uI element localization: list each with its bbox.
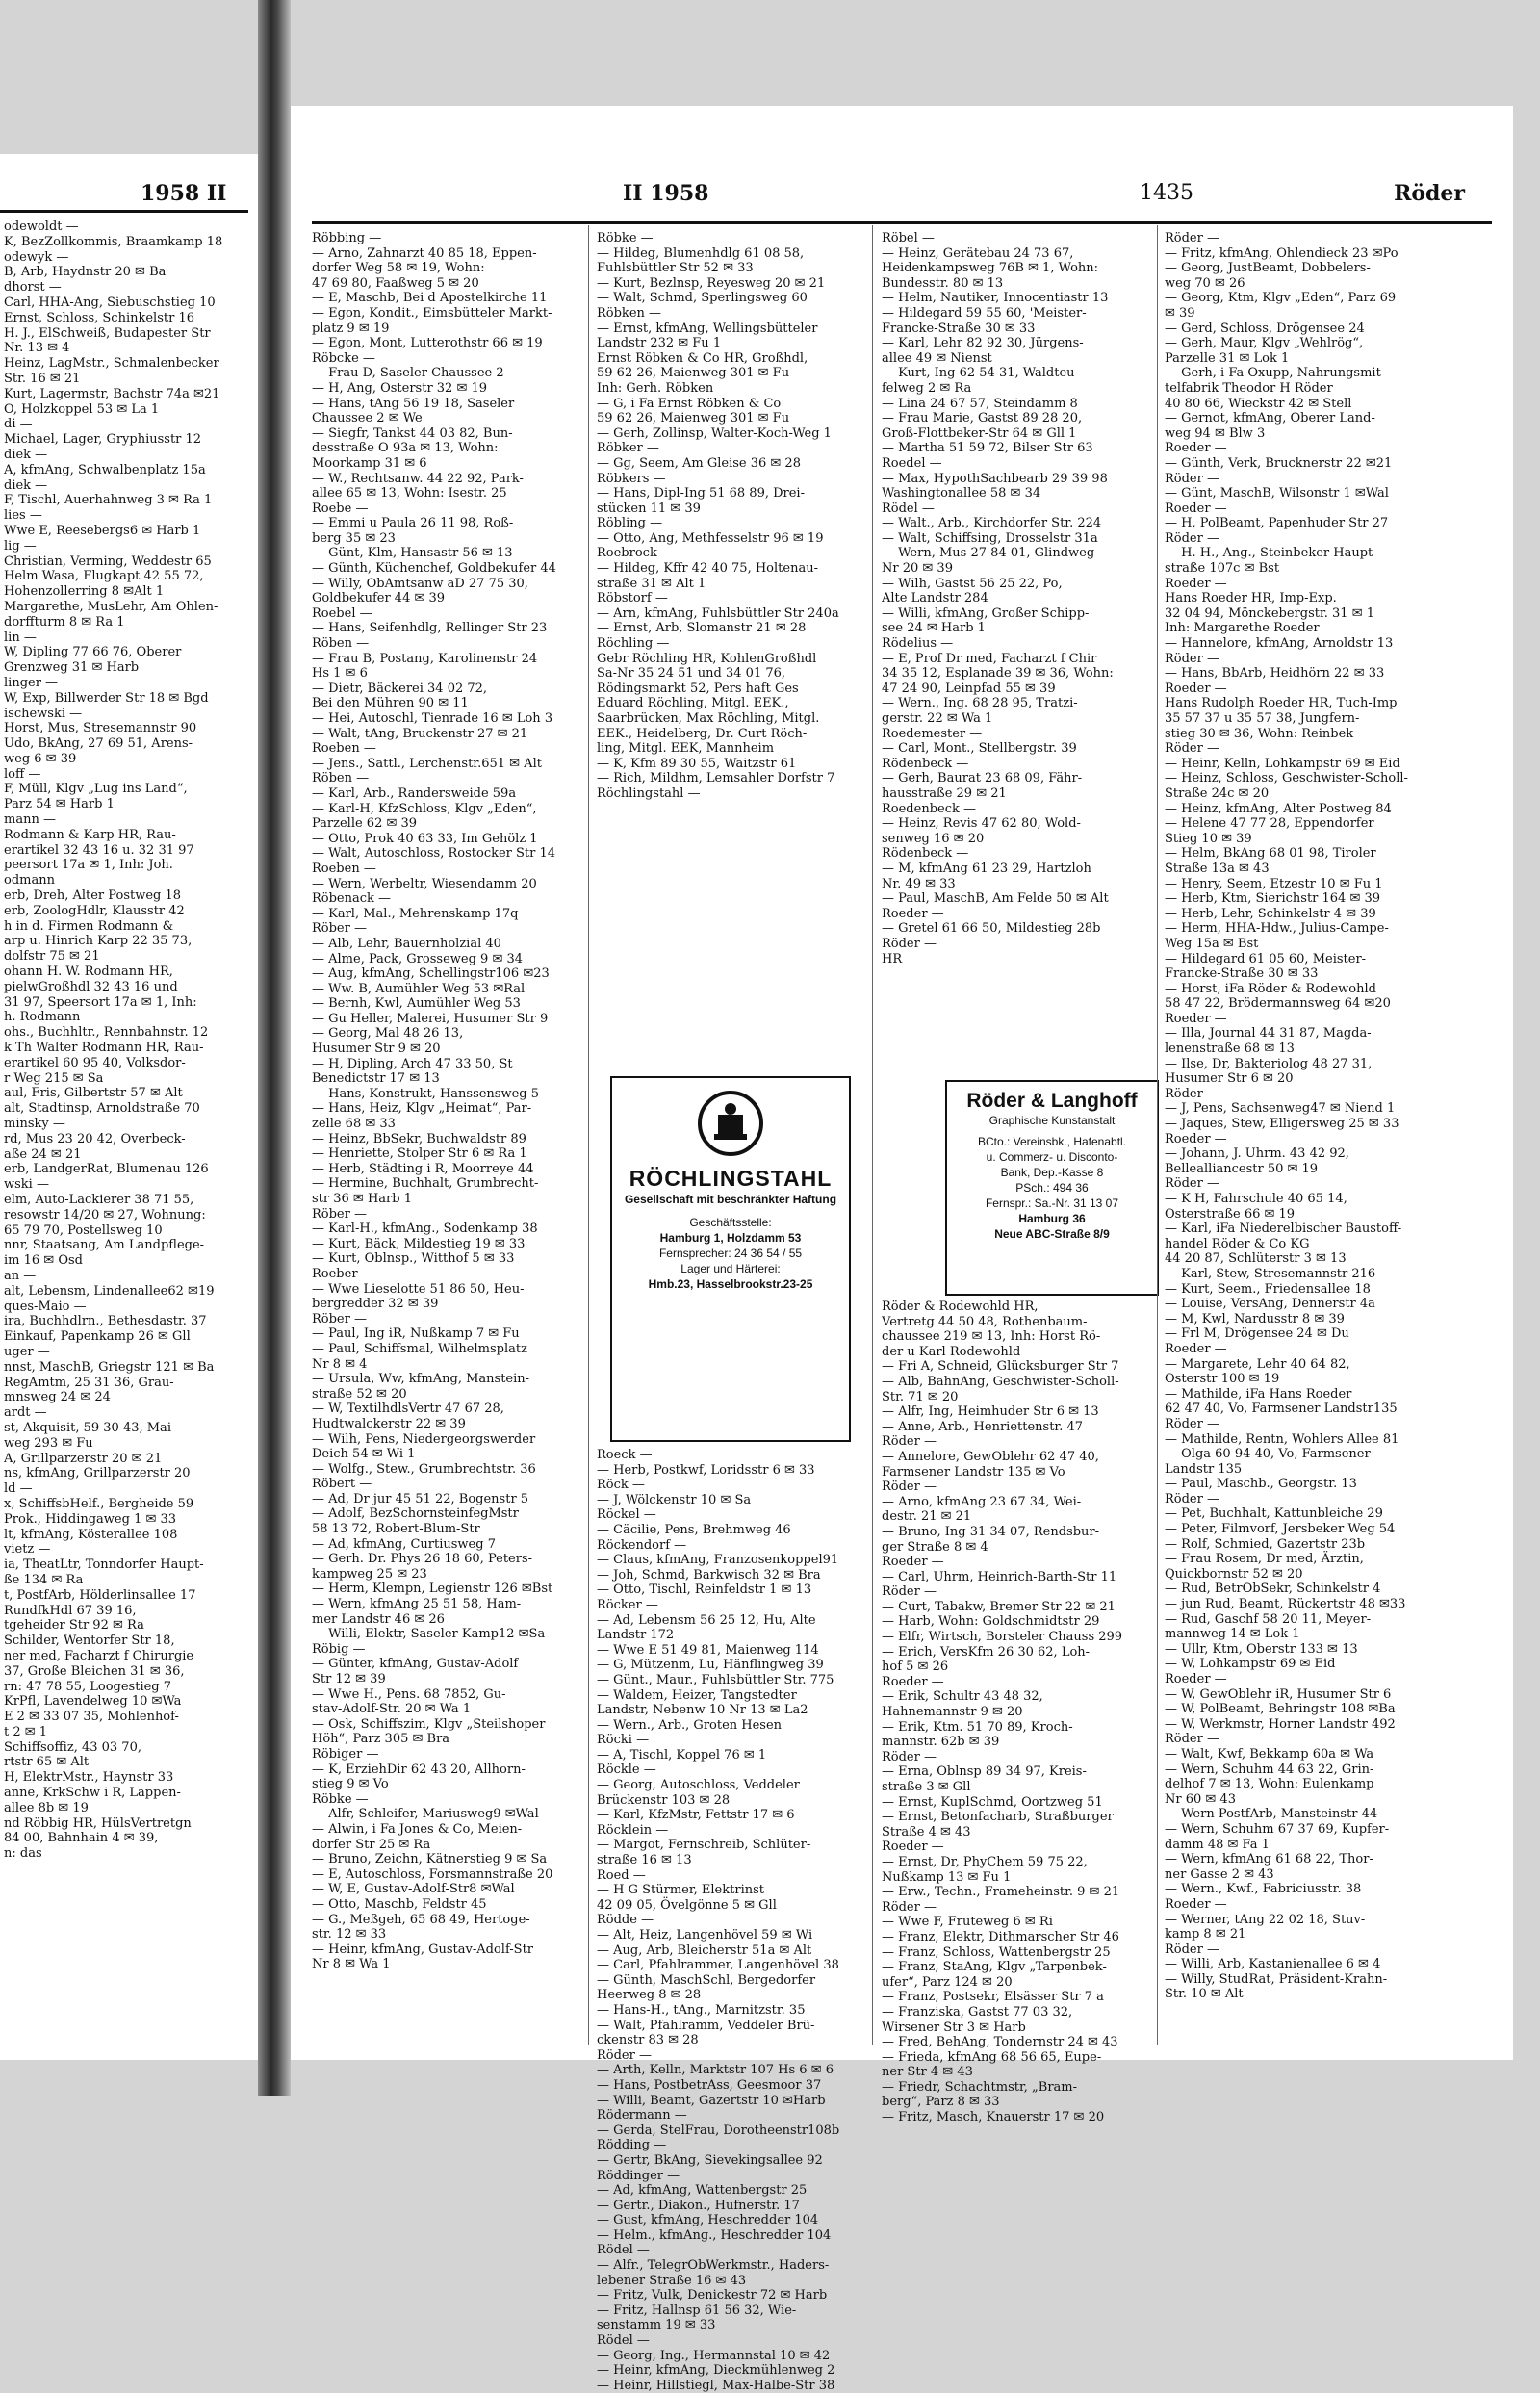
ad-title: Röder & Langhoff	[966, 1090, 1138, 1112]
ad-store-label: Lager und Härterei:	[680, 1262, 781, 1275]
directory-column-3: Röbel — — Heinz, Gerätebau 24 73 67, Heidenkampsweg 76B ✉ 1, Wohn: Bundesstr. 80 ✉ 13 — Helm, Nautiker, Innocentiastr 13 — Hildegard 59 55 60, 'Meister- Francke-Straße 30 ✉ 33 — Karl, Lehr 82 92 30, Jürgens- allee 49 ✉ Nienst — Kurt, Ing 62 54 31, Waldteu- felweg 2 ✉ Ra — Lina 24 67 57, Steindamm 8 — Frau Marie, Gastst 89 28 20, Groß-Flottbeker-Str 64 ✉ Gll 1 — Martha 51 59 72, Bilser Str 63 Roedel — — Max, HypothSachbearb 29 39 98 Washingtonallee 58 ✉ 34 Rödel — — Walt., Arb., Kirchdorfer Str. 224 — Walt, Schiffsing, Drosselstr 31a — Wern, Mus 27 84 01, Glindweg Nr 20 ✉ 39 — Wilh, Gastst 56 25 22, Po, Alte Landstr 284 — Willi, kfmAng, Großer Schipp- see 24 ✉ Harb 1 Rödelius — — E, Prof Dr med, Facharzt f Chir 34 35 12, Esplanade 39 ✉ 36, Wohn: 47 24 90, Leinpfad 55 ✉ 39 — Wern., Ing. 68 28 95, Tratzi- gerstr. 22 ✉ Wa 1 Roedemester — — Carl, Mont., Stellbergstr. 39 Rödenbeck — — Gerh, Baurat 23 68 09, Fähr- hausstraße 29 ✉ 21 Roedenbeck — — Heinz, Revis 47 62 80, Wold- senweg 16 ✉ 20 Rödenbeck — — M, kfmAng 61 23 29, Hartzloh Nr. 49 ✉ 33 — Paul, MaschB, Am Felde 50 ✉ Alt Roeder — — Gretel 61 66 50, Mildestieg 28b Röder — HR	[882, 231, 1114, 966]
header-rule	[312, 221, 1492, 224]
roeder-langhoff-advertisement	[945, 1080, 1159, 1296]
ad-subtitle: Graphische Kunstanstalt	[988, 1114, 1116, 1127]
ad-address: Hamburg 1, Holzdamm 53	[659, 1231, 802, 1245]
ad-subtitle: Gesellschaft mit beschränkter Haftung	[624, 1193, 837, 1206]
book-spine	[258, 0, 291, 2096]
directory-column-1: Röbbing — — Arno, Zahnarzt 40 85 18, Eppen- dorfer Weg 58 ✉ 19, Wohn: 47 69 80, Faaßweg 5 ✉ 20 — E, Maschb, Bei d Apostelkirche 11 — Egon, Kondit., Eimsbütteler Markt- platz 9 ✉ 19 — Egon, Mont, Lutterothstr 66 ✉ 19 Röbcke — — Frau D, Saseler Chaussee 2 — H, Ang, Osterstr 32 ✉ 19 — Hans, tAng 56 19 18, Saseler Chaussee 2 ✉ We — Siegfr, Tankst 44 03 82, Bun- desstraße O 93a ✉ 13, Wohn: Moorkamp 31 ✉ 6 — W., Rechtsanw. 44 22 92, Park- allee 65 ✉ 13, Wohn: Isestr. 25 Roebe — — Emmi u Paula 26 11 98, Roß- berg 35 ✉ 23 — Günt, Klm, Hansastr 56 ✉ 13 — Günth, Küchenchef, Goldbekufer 44 — Willy, ObAmtsanw aD 27 75 30, Goldbekufer 44 ✉ 39 Roebel — — Hans, Seifenhdlg, Rellinger Str 23 Röben — — Frau B, Postang, Karolinenstr 24 Hs 1 ✉ 6 — Dietr, Bäckerei 34 02 72, Bei den Mühren 90 ✉ 11 — Hei, Autoschl, Tienrade 16 ✉ Loh 3 — Walt, tAng, Bruckenstr 27 ✉ 21 Roeben — — Jens., Sattl., Lerchenstr.651 ✉ Alt Röben — — Karl, Arb., Randersweide 59a — Karl-H, KfzSchloss, Klgv „Eden“, Parzelle 62 ✉ 39 — Otto, Prok 40 63 33, Im Gehölz 1 — Walt, Autoschloss, Rostocker Str 14 Roeben — — Wern, Werbeltr, Wiesendamm 20 Röbenack — — Karl, Mal., Mehrenskamp 17q Röber — — Alb, Lehr, Bauernholzial 40 — Alme, Pack, Grosseweg 9 ✉ 34 — Aug, kfmAng, Schellingstr106 ✉23 — Ww. B, Aumühler Weg 53 ✉Ral — Bernh, Kwl, Aumühler Weg 53 — Gu Heller, Malerei, Husumer Str 9 — Georg, Mal 48 26 13, Husumer Str 9 ✉ 20 — H, Dipling, Arch 47 33 50, St Benedictstr 17 ✉ 13 — Hans, Konstrukt, Hanssensweg 5 — Hans, Heiz, Klgv „Heimat“, Par- zelle 68 ✉ 33 — Heinz, BbSekr, Buchwaldstr 89 — Henriette, Stolper Str 6 ✉ Ra 1 — Herb, Städting i R, Moorreye 44 — Hermine, Buchhalt, Grumbrecht- str 36 ✉ Harb 1 Röber — — Karl-H., kfmAng., Sodenkamp 38 — Kurt, Bäck, Mildestieg 19 ✉ 33 — Kurt, Oblnsp., Witthof 5 ✉ 33 Roeber — — Wwe Lieselotte 51 86 50, Heu- bergredder 32 ✉ 39 Röber — — Paul, Ing iR, Nußkamp 7 ✉ Fu — Paul, Schiffsmal, Wilhelmsplatz Nr 8 ✉ 4 — Ursula, Ww, kfmAng, Manstein- straße 52 ✉ 20 — W, TextilhdlsVertr 47 67 28, Hudtwalckerstr 22 ✉ 39 — Wilh, Pens, Niedergeorgswerder Deich 54 ✉ Wi 1 — Wolfg., Stew., Grumbrechtstr. 36 Röbert — — Ad, Dr jur 45 51 22, Bogenstr 5 — Adolf, BezSchornsteinfegMstr 58 13 72, Robert-Blum-Str — Ad, kfmAng, Curtiusweg 7 — Gerh. Dr. Phys 26 18 60, Peters- kampweg 25 ✉ 23 — Herm, Klempn, Legienstr 126 ✉Bst — Wern, kfmAng 25 51 58, Ham- mer Landstr 46 ✉ 26 — Willi, Elektr, Saseler Kamp12 ✉Sa Röbig — — Günter, kfmAng, Gustav-Adolf Str 12 ✉ 39 — Wwe H., Pens. 68 7852, Gu- stav-Adolf-Str. 20 ✉ Wa 1 — Osk, Schiffszim, Klgv „Steilshoper Höh“, Parz 305 ✉ Bra Röbiger — — K, ErziehDir 62 43 20, Allhorn- stieg 9 ✉ Vo Röbke — — Alfr, Schleifer, Mariusweg9 ✉Wal — Alwin, i Fa Jones & Co, Meien- dorfer Str 25 ✉ Ra — Bruno, Zeichn, Kätnerstieg 9 ✉ Sa — E, Autoschloss, Forsmannstraße 20 — W, E, Gustav-Adolf-Str8 ✉Wal — Otto, Maschb, Feldstr 45 — G., Meßgeh, 65 68 49, Hertoge- str. 12 ✉ 33 — Heinr, kfmAng, Gustav-Adolf-Str Nr 8 ✉ Wa 1	[312, 231, 556, 1972]
header-rule	[0, 210, 248, 213]
ad-phone: Fernspr.: Sa.-Nr. 31 13 07	[985, 1196, 1119, 1210]
ad-phone: Fernsprecher: 24 36 54 / 55	[658, 1247, 803, 1260]
column-divider	[588, 225, 589, 2045]
page-number: 1435	[1140, 181, 1194, 205]
directory-column-2-continued: Roeck — — Herb, Postkwf, Loridsstr 6 ✉ 33 Röck — — J, Wölckenstr 10 ✉ Sa Röckel — — Cäcilie, Pens, Brehmweg 46 Röckendorf — — Claus, kfmAng, Franzosenkoppel91 — Joh, Schmd, Barkwisch 32 ✉ Bra — Otto, Tischl, Reinfeldstr 1 ✉ 13 Röcker — — Ad, Lebensm 56 25 12, Hu, Alte Landstr 172 — Wwe E 51 49 81, Maienweg 114 — G, Mützenm, Lu, Hänflingweg 39 — Günt., Maur., Fuhlsbüttler Str. 775 — Waldem, Heizer, Tangstedter Landstr, Nebenw 10 Nr 13 ✉ La2 — Wern., Arb., Groten Hesen Röcki — — A, Tischl, Koppel 76 ✉ 1 Röckle — — Georg, Autoschloss, Veddeler Brückenstr 103 ✉ 28 — Karl, KfzMstr, Fettstr 17 ✉ 6 Röcklein — — Margot, Fernschreib, Schlüter- straße 16 ✉ 13 Roed — — H G Stürmer, Elektrinst 42 09 05, Övelgönne 5 ✉ Gll Rödde — — Alt, Heiz, Langenhövel 59 ✉ Wi — Aug, Arb, Bleicherstr 51a ✉ Alt — Carl, Pfahlrammer, Langenhövel 38 — Günth, MaschSchl, Bergedorfer Heerweg 8 ✉ 28 — Hans-H., tAng., Marnitzstr. 35 — Walt, Pfahlramm, Veddeler Brü- ckenstr 83 ✉ 28 Röder — — Arth, Kelln, Marktstr 107 Hs 6 ✉ 6 — Hans, PostbetrAss, Geesmoor 37 — Willi, Beamt, Gazertstr 10 ✉Harb Rödermann — — Gerda, StelFrau, Dorotheenstr108b Rödding — — Gertr, BkAng, Sievekingsallee 92 Röddinger — — Ad, kfmAng, Wattenbergstr 25 — Gertr., Diakon., Hufnerstr. 17 — Gust, kfmAng, Heschredder 104 — Helm., kfmAng., Heschredder 104 Rödel — — Alfr., TelegrObWerkmstr., Haders- lebener Straße 16 ✉ 43 — Fritz, Vulk, Denickestr 72 ✉ Harb — Fritz, Hallnsp 61 56 32, Wie- senstamm 19 ✉ 33 Rödel — — Georg, Ing., Hermannstal 10 ✉ 42 — Heinr, kfmAng, Dieckmühlenweg 2 — Heinr, Hillstiegl, Max-Halbe-Str 38	[597, 1448, 840, 2393]
left-page	[0, 154, 258, 2060]
ad-store-address: Hmb.23, Hasselbrookstr.23-25	[648, 1277, 813, 1291]
directory-column-3-continued: Röder & Rodewohld HR, Vertretg 44 50 48, Rothenbaum- chaussee 219 ✉ 13, Inh: Horst Rö- der u Karl Rodewohld — Fri A, Schneid, Glücksburger Str 7 — Alb, BahnAng, Geschwister-Scholl- Str. 71 ✉ 20 — Alfr, Ing, Heimhuder Str 6 ✉ 13 — Anne, Arb., Henriettenstr. 47 Röder — — Annelore, GewOblehr 62 47 40, Farmsener Landstr 135 ✉ Vo Röder — — Arno, kfmAng 23 67 34, Wei- destr. 21 ✉ 21 — Bruno, Ing 31 34 07, Rendsbur- ger Straße 8 ✉ 4 Roeder — — Carl, Uhrm, Heinrich-Barth-Str 11 Röder — — Curt, Tabakw, Bremer Str 22 ✉ 21 — Harb, Wohn: Goldschmidtstr 29 — Elfr, Wirtsch, Borsteler Chauss 299 — Erich, VersKfm 26 30 62, Loh- hof 5 ✉ 26 Roeder — — Erik, Schultr 43 48 32, Hahnemannstr 9 ✉ 20 — Erik, Ktm. 51 70 89, Kroch- mannstr. 62b ✉ 39 Röder — — Erna, Oblnsp 89 34 97, Kreis- straße 3 ✉ Gll — Ernst, KuplSchmd, Oortzweg 51 — Ernst, Betonfacharb, Straßburger Straße 4 ✉ 43 Roeder — — Ernst, Dr, PhyChem 59 75 22, Nußkamp 13 ✉ Fu 1 — Erw., Techn., Frameheinstr. 9 ✉ 21 Röder — — Wwe F, Fruteweg 6 ✉ Ri — Franz, Elektr, Dithmarscher Str 46 — Franz, Schloss, Wattenbergstr 25 — Franz, StaAng, Klgv „Tarpenbek- ufer“, Parz 124 ✉ 20 — Franz, Postsekr, Elsässer Str 7 a — Franziska, Gastst 77 03 32, Wirsener Str 3 ✉ Harb — Fred, BehAng, Tondernstr 24 ✉ 43 — Frieda, kfmAng 68 56 65, Eupe- ner Str 4 ✉ 43 — Friedr, Schachtmstr, „Bram- berg“, Parz 8 ✉ 33 — Fritz, Masch, Knauerstr 17 ✉ 20	[882, 1299, 1123, 2125]
right-page	[291, 106, 1513, 2393]
column-divider	[1157, 225, 1158, 2045]
left-page-header: 1958 II	[141, 181, 227, 206]
ad-city: Hamburg 36	[1018, 1212, 1086, 1225]
ad-street: Neue ABC-Straße 8/9	[994, 1227, 1110, 1241]
page-header-right: Röder	[1394, 181, 1465, 206]
ad-brand: RÖCHLINGSTAHL	[629, 1166, 833, 1191]
column-divider	[872, 225, 873, 2045]
ad-bank: BCto.: Vereinsbk., Hafenabtl. u. Commerz- u. Disconto- Bank, Dep.-Kasse 8 PSch.: 494 36	[977, 1135, 1127, 1195]
left-page-column: odewoldt — K, BezZollkommis, Braamkamp 18 odewyk — B, Arb, Haydnstr 20 ✉ Ba dhorst — Carl, HHA-Ang, Siebuschstieg 10 Ernst, Schloss, Schinkelstr 16 H. J., ElSchweiß, Budapester Str Nr. 13 ✉ 4 Heinz, LagMstr., Schmalenbecker Str. 16 ✉ 21 Kurt, Lagermstr, Bachstr 74a ✉21 O, Holzkoppel 53 ✉ La 1 di — Michael, Lager, Gryphiusstr 12 diek — A, kfmAng, Schwalbenplatz 15a diek — F, Tischl, Auerhahnweg 3 ✉ Ra 1 lies — Wwe E, Reesebergs6 ✉ Harb 1 lig — Christian, Verming, Weddestr 65 Helm Wasa, Flugkapt 42 55 72, Hohenzollerring 8 ✉Alt 1 Margarethe, MusLehr, Am Ohlen- dorffturm 8 ✉ Ra 1 lin — W, Dipling 77 66 76, Oberer Grenzweg 31 ✉ Harb linger — W, Exp, Billwerder Str 18 ✉ Bgd ischewski — Horst, Mus, Stresemannstr 90 Udo, BkAng, 27 69 51, Arens- weg 6 ✉ 39 loff — F, Müll, Klgv „Lug ins Land“, Parz 54 ✉ Harb 1 mann — Rodmann & Karp HR, Rau- erartikel 32 43 16 u. 32 31 97 peersort 17a ✉ 1, Inh: Joh. odmann erb, Dreh, Alter Postweg 18 erb, ZoologHdlr, Klausstr 42 h in d. Firmen Rodmann & arp u. Hinrich Karp 22 35 73, dolfstr 75 ✉ 21 ohann H. W. Rodmann HR, pielwGroßhdl 32 43 16 und 31 97, Speersort 17a ✉ 1, Inh: h. Rodmann ohs., Buchhltr., Rennbahnstr. 12 k Th Walter Rodmann HR, Rau- erartikel 60 95 40, Volksdor- r Weg 215 ✉ Sa aul, Fris, Gilbertstr 57 ✉ Alt alt, Stadtinsp, Arnoldstraße 70 minsky — rd, Mus 23 20 42, Overbeck- aße 24 ✉ 21 erb, LandgerRat, Blumenau 126 wski — elm, Auto-Lackierer 38 71 55, resowstr 14/20 ✉ 27, Wohnung: 65 79 70, Postellsweg 10 nnr, Staatsang, Am Landpflege- im 16 ✉ Osd an — alt, Lebensm, Lindenallee62 ✉19 ques-Maio — ira, Buchhdlrn., Bethesdastr. 37 Einkauf, Papenkamp 26 ✉ Gll uger — nnst, MaschB, Griegstr 121 ✉ Ba RegAmtm, 25 31 36, Grau- mnsweg 24 ✉ 24 ardt — st, Akquisit, 59 30 43, Mai- weg 293 ✉ Fu A, Grillparzerstr 20 ✉ 21 ns, kfmAng, Grillparzerstr 20 ld — x, SchiffsbHelf., Bergheide 59 Prok., Hiddingaweg 1 ✉ 33 lt, kfmAng, Kösterallee 108 vietz — ia, TheatLtr, Tonndorfer Haupt- ße 134 ✉ Ra t, PostfArb, Hölderlinsallee 17 RundfkHdl 67 39 16, tgeheider Str 92 ✉ Ra Schilder, Wentorfer Str 18, ner med, Facharzt f Chirurgie 37, Große Bleichen 31 ✉ 36, rn: 47 78 55, Loogestieg 7 KrPfl, Lavendelweg 10 ✉Wa E 2 ✉ 33 07 35, Mohlenhof- t 2 ✉ 1 Schiffsoffiz, 43 03 70, rtstr 65 ✉ Alt H, ElektrMstr., Haynstr 33 anne, KrkSchw i R, Lappen- allee 8b ✉ 19 nd Röbbig HR, HülsVertretgn 84 00, Bahnhain 4 ✉ 39, n: das	[4, 219, 223, 1862]
directory-column-4: Röder — — Fritz, kfmAng, Ohlendieck 23 ✉Po — Georg, JustBeamt, Dobbelers- weg 70 ✉ 26 — Georg, Ktm, Klgv „Eden“, Parz 69 ✉ 39 — Gerd, Schloss, Drögensee 24 — Gerh, Maur, Klgv „Wehlrög“, Parzelle 31 ✉ Lok 1 — Gerh, i Fa Oxupp, Nahrungsmit- telfabrik Theodor H Röder 40 80 66, Wieckstr 42 ✉ Stell — Gernot, kfmAng, Oberer Land- weg 94 ✉ Blw 3 Roeder — — Günth, Verk, Brucknerstr 22 ✉21 Röder — — Günt, MaschB, Wilsonstr 1 ✉Wal Roeder — — H, PolBeamt, Papenhuder Str 27 Röder — — H. H., Ang., Steinbeker Haupt- straße 107c ✉ Bst Roeder — Hans Roeder HR, Imp-Exp. 32 04 94, Mönckebergstr. 31 ✉ 1 Inh: Margarethe Roeder — Hannelore, kfmAng, Arnoldstr 13 Röder — — Hans, BbArb, Heidhörn 22 ✉ 33 Roeder — Hans Rudolph Roeder HR, Tuch-Imp 35 57 37 u 35 57 38, Jungfern- stieg 30 ✉ 36, Wohn: Reinbek Röder — — Heinr, Kelln, Lohkampstr 69 ✉ Eid — Heinz, Schloss, Geschwister-Scholl- Straße 24c ✉ 20 — Heinz, kfmAng, Alter Postweg 84 — Helene 47 77 28, Eppendorfer Stieg 10 ✉ 39 — Helm, BkAng 68 01 98, Tiroler Straße 13a ✉ 43 — Henry, Seem, Etzestr 10 ✉ Fu 1 — Herb, Ktm, Sierichstr 164 ✉ 39 — Herb, Lehr, Schinkelstr 4 ✉ 39 — Herm, HHA-Hdw., Julius-Campe- Weg 15a ✉ Bst — Hildegard 61 05 60, Meister- Francke-Straße 30 ✉ 33 — Horst, iFa Röder & Rodewohld 58 47 22, Brödermannsweg 64 ✉20 Roeder — — Illa, Journal 44 31 87, Magda- lenenstraße 68 ✉ 13 — Ilse, Dr, Bakteriolog 48 27 31, Husumer Str 6 ✉ 20 Röder — — J, Pens, Sachsenweg47 ✉ Niend 1 — Jaques, Stew, Elligersweg 25 ✉ 33 Roeder — — Johann, J. Uhrm. 43 42 92, Bellealliancestr 50 ✉ 19 Röder — — K H, Fahrschule 40 65 14, Osterstraße 66 ✉ 19 — Karl, iFa Niederelbischer Baustoff- handel Röder & Co KG 44 20 87, Schlüterstr 3 ✉ 13 — Karl, Stew, Stresemannstr 216 — Kurt, Seem., Friedensallee 18 — Louise, VersAng, Dennerstr 4a — M, Kwl, Nardusstr 8 ✉ 39 — Frl M, Drögensee 24 ✉ Du Roeder — — Margarete, Lehr 40 64 82, Osterstr 100 ✉ 19 — Mathilde, iFa Hans Roeder 62 47 40, Vo, Farmsener Landstr135 Röder — — Mathilde, Rentn, Wohlers Allee 81 — Olga 60 94 40, Vo, Farmsener Landstr 135 — Paul, Maschb., Georgstr. 13 Röder — — Pet, Buchhalt, Kattunbleiche 29 — Peter, Filmvorf, Jersbeker Weg 54 — Rolf, Schmied, Gazertstr 23b — Frau Rosem, Dr med, Ärztin, Quickbornstr 52 ✉ 20 — Rud, BetrObSekr, Schinkelstr 4 — jun Rud, Beamt, Rückertstr 48 ✉33 — Rud, Gaschf 58 20 11, Meyer- mannweg 14 ✉ Lok 1 — Ullr, Ktm, Oberstr 133 ✉ 13 — W, Lohkampstr 69 ✉ Eid Roeder — — W, GewOblehr iR, Husumer Str 6 — W, PolBeamt, Behringstr 108 ✉Ba — W, Werkmstr, Horner Landstr 492 Röder — — Walt, Kwf, Bekkamp 60a ✉ Wa — Wern, Schuhm 44 63 22, Grin- delhof 7 ✉ 13, Wohn: Eulenkamp Nr 60 ✉ 43 — Wern PostfArb, Mansteinstr 44 — Wern, Schuhm 67 37 69, Kupfer- damm 48 ✉ Fa 1 — Wern, kfmAng 61 68 22, Thor- ner Gasse 2 ✉ 43 — Wern., Kwf., Fabriciusstr. 38 Roeder — — Werner, tAng 22 02 18, Stuv- kamp 8 ✉ 21 Röder — — Willi, Arb, Kastanienallee 6 ✉ 4 — Willy, StudRat, Präsident-Krahn- Str. 10 ✉ Alt	[1165, 231, 1408, 2002]
roechling-logo-icon	[697, 1090, 764, 1157]
roechlingstahl-advertisement	[610, 1076, 851, 1442]
directory-column-2: Röbke — — Hildeg, Blumenhdlg 61 08 58, Fuhlsbüttler Str 52 ✉ 33 — Kurt, Bezlnsp, Reyesweg 20 ✉ 21 — Walt, Schmd, Sperlingsweg 60 Röbken — — Ernst, kfmAng, Wellingsbütteler Landstr 232 ✉ Fu 1 Ernst Röbken & Co HR, Großhdl, 59 62 26, Maienweg 301 ✉ Fu Inh: Gerh. Röbken — G, i Fa Ernst Röbken & Co 59 62 26, Maienweg 301 ✉ Fu — Gerh, Zollinsp, Walter-Koch-Weg 1 Röbker — — Gg, Seem, Am Gleise 36 ✉ 28 Röbkers — — Hans, Dipl-Ing 51 68 89, Drei- stücken 11 ✉ 39 Röbling — — Otto, Ang, Methfesselstr 96 ✉ 19 Roebrock — — Hildeg, Kffr 42 40 75, Holtenau- straße 31 ✉ Alt 1 Röbstorf — — Arn, kfmAng, Fuhlsbüttler Str 240a — Ernst, Arb, Slomanstr 21 ✉ 28 Röchling — Gebr Röchling HR, KohlenGroßhdl Sa-Nr 35 24 51 und 34 01 76, Rödingsmarkt 52, Pers haft Ges Eduard Röchling, Mitgl. EEK., Saarbrücken, Max Röchling, Mitgl. EEK., Heidelberg, Dr. Curt Röch- ling, Mitgl. EEK, Mannheim — K, Kfm 89 30 55, Waitzstr 61 — Rich, Mildhm, Lemsahler Dorfstr 7 Röchlingstahl —	[597, 231, 839, 801]
page-header-left: II 1958	[623, 181, 709, 206]
ad-office-label: Geschäftsstelle:	[689, 1216, 772, 1229]
